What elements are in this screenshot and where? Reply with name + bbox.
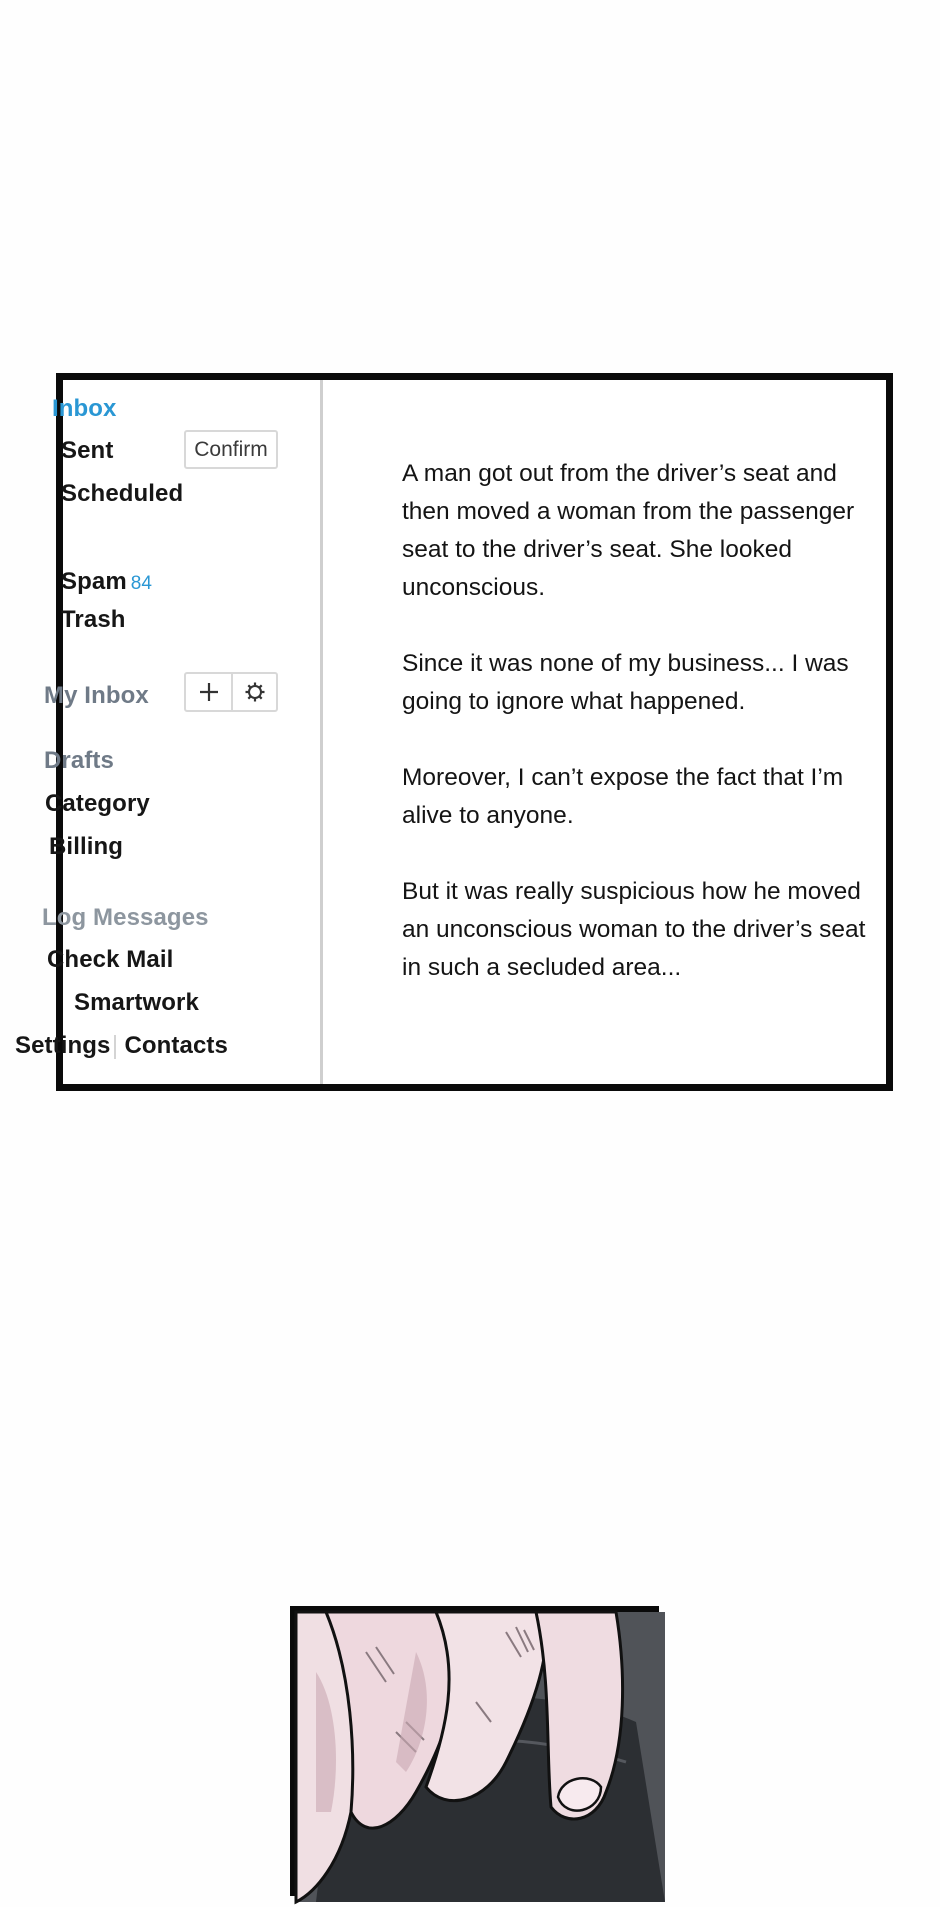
sidebar-item-category[interactable]: Category (45, 790, 150, 817)
sidebar-item-spam[interactable] (61, 568, 152, 596)
hand-illustration (296, 1612, 665, 1902)
sidebar-footer-links (15, 1032, 228, 1060)
message-body (402, 455, 882, 1025)
sidebar-item-my-inbox[interactable]: My Inbox (44, 682, 149, 709)
sidebar-item-check-mail[interactable]: Check Mail (47, 946, 174, 973)
sidebar-item-sent[interactable]: Sent (61, 437, 114, 464)
message-paragraph: But it was really suspicious how he moved an unconscious woman to the driver’s seat in such a secluded area... (402, 878, 866, 981)
sidebar-item-smartwork[interactable]: Smartwork (74, 989, 199, 1016)
message-paragraph: Since it was none of my business... I was going to ignore what happened. (402, 650, 849, 715)
email-panel (15, 373, 893, 1091)
folder-actions (184, 672, 278, 712)
sidebar-item-spam-label: Spam (61, 568, 127, 595)
contacts-link[interactable]: Contacts (124, 1032, 228, 1059)
sidebar-item-log-messages[interactable]: Log Messages (42, 904, 209, 931)
sidebar-item-trash[interactable]: Trash (61, 606, 126, 633)
message-paragraph: A man got out from the driver’s seat and then moved a woman from the passenger seat to the driver’s seat. She looked unconscious. (402, 460, 855, 601)
link-divider (114, 1035, 116, 1059)
sidebar-item-drafts[interactable]: Drafts (44, 747, 114, 774)
sidebar-item-inbox[interactable]: Inbox (52, 395, 117, 422)
sidebar-item-billing[interactable]: Billing (49, 833, 124, 860)
settings-link[interactable]: Settings (15, 1032, 111, 1059)
gear-icon[interactable] (231, 674, 276, 710)
spam-count-badge: 84 (130, 573, 153, 594)
plus-icon[interactable] (186, 674, 231, 710)
mail-sidebar (15, 380, 323, 1084)
comic-panel-hand-on-mouse (290, 1606, 659, 1896)
confirm-button[interactable]: Confirm (184, 430, 278, 469)
message-paragraph: Moreover, I can’t expose the fact that I’m alive to anyone. (402, 764, 844, 829)
sidebar-item-scheduled[interactable]: Scheduled (61, 480, 184, 507)
